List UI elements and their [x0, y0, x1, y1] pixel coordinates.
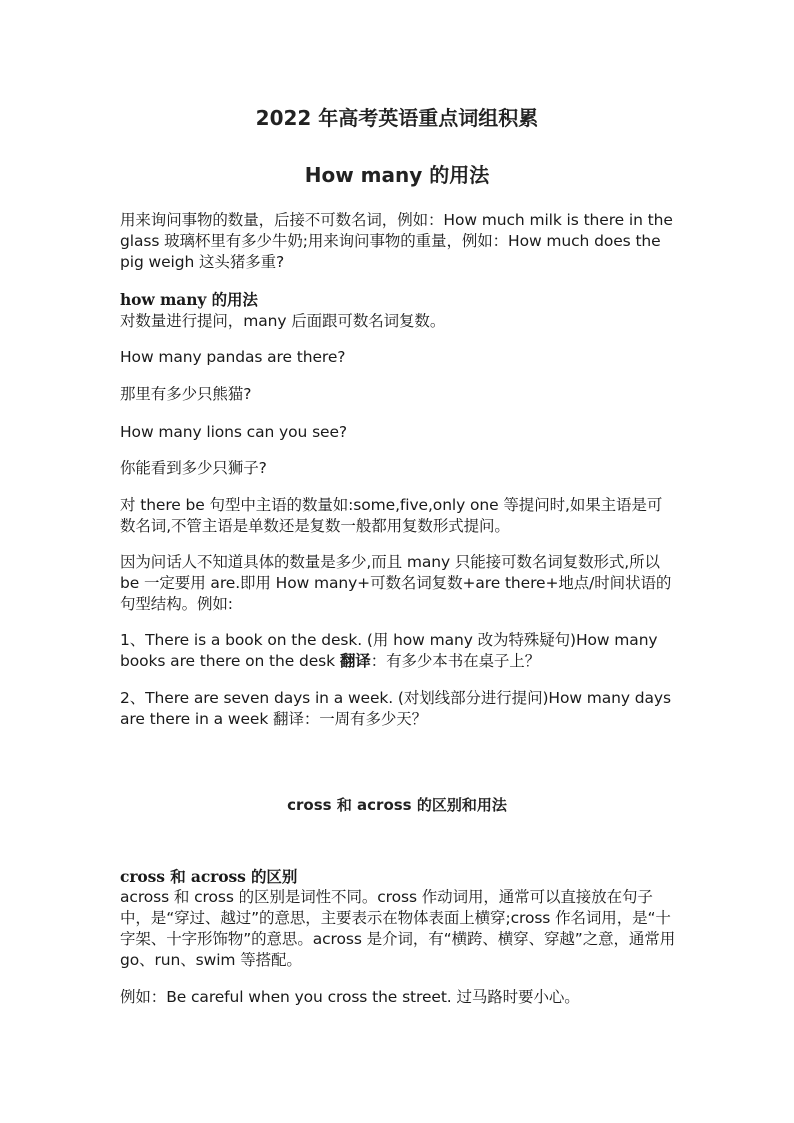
- example-1-chinese: 那里有多少只熊猫?: [120, 385, 252, 403]
- example-2-english: How many lions can you see?: [120, 423, 348, 441]
- exercise-item-1-text: 1、There is a book on the desk. (用 how many 改为特殊疑句)How many books are there on the desk: [120, 631, 658, 670]
- subheading-cross-across: cross 和 across 的区别: [120, 867, 298, 886]
- intro-paragraph: 用来询问事物的数量，后接不可数名词，例如：How much milk is there in the glass 玻璃杯里有多少牛奶;用来询问事物的重量，例如：How much does the pig weigh 这头猪多重?: [120, 211, 673, 271]
- exercise-item-1-label: 翻译: [339, 652, 371, 670]
- cross-example: 例如：Be careful when you cross the street. 过马路时要小心。: [120, 988, 580, 1006]
- subheading-how-many: how many 的用法: [120, 290, 258, 309]
- exercise-item-1: [120, 630, 676, 672]
- there-be-paragraph: 对 there be 句型中主语的数量如:some,five,only one 等提问时,如果主语是可数名词,不管主语是单数还是复数一般都用复数形式提问。: [120, 496, 663, 535]
- document-title: 2022 年高考英语重点词组积累: [255, 106, 539, 130]
- exercise-item-2: 2、There are seven days in a week. (对划线部分进行提问)How many days are there in a week 翻译：一周有多少天？: [120, 689, 671, 728]
- exercise-item-1-translation: ：有多少本书在桌子上？: [370, 652, 541, 670]
- example-1-english: How many pandas are there?: [120, 348, 346, 366]
- cross-across-paragraph: across 和 cross 的区别是词性不同。cross 作动词用，通常可以直接放在句子中，是“穿过、越过”的意思，主要表示在物体表面上横穿;cross 作名词用，是“十字架、十字形饰物”的意思。across 是介词，有“横跨、横穿、穿越”之意，通常用 go、run、swim 等搭配。: [120, 888, 676, 969]
- section-heading-cross-across: cross 和 across 的区别和用法: [287, 796, 507, 814]
- subheading-description: 对数量进行提问，many 后面跟可数名词复数。: [120, 312, 446, 330]
- section-heading-how-many: How many 的用法: [304, 163, 490, 187]
- example-2-chinese: 你能看到多少只狮子?: [120, 459, 267, 477]
- rule-paragraph: 因为问话人不知道具体的数量是多少,而且 many 只能接可数名词复数形式,所以 be 一定要用 are.即用 How many+可数名词复数+are there+地点/时间状语的句型结构。例如:: [120, 553, 672, 613]
